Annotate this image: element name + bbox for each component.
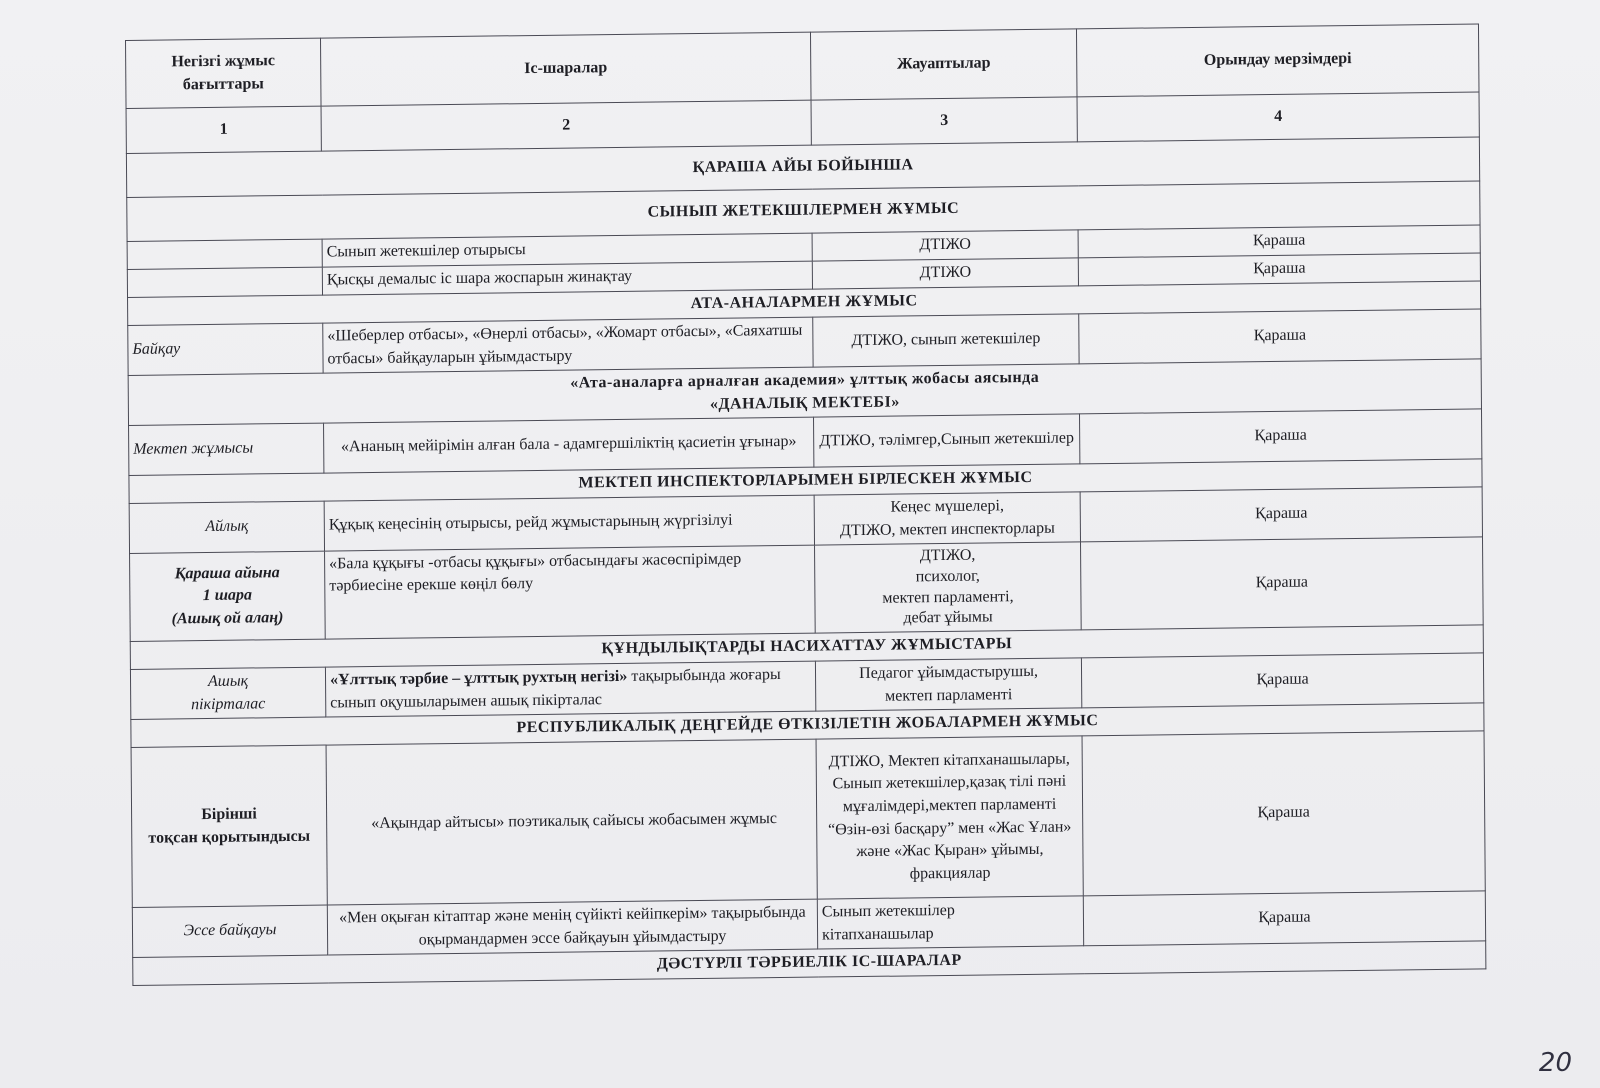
section-academy-line1: «Ата-аналарға арналған академия» ұлттық жобасы аясында bbox=[570, 368, 1040, 392]
page-number: 20 bbox=[1538, 1048, 1572, 1078]
section-academy-line2: «ДАНАЛЫҚ МЕКТЕБІ» bbox=[709, 393, 900, 413]
responsible-line: Сынып жетекшілер bbox=[821, 902, 955, 921]
section-parents: АТА-АНАЛАРМЕН ЖҰМЫС bbox=[128, 281, 1481, 326]
direction-cell: Мектеп жұмысы bbox=[129, 423, 324, 475]
deadline-cell: Қараша bbox=[1081, 537, 1484, 630]
section-class-teachers: СЫНЫП ЖЕТЕКШІЛЕРМЕН ЖҰМЫС bbox=[127, 181, 1480, 242]
column-number: 3 bbox=[811, 97, 1077, 145]
activity-cell: «Бала құқығы -отбасы құқығы» отбасындағы жасөспірімдер тәрбиесіне ерекше көңіл бөлу bbox=[325, 545, 816, 639]
responsible-line: психолог, bbox=[915, 567, 980, 586]
responsible-line: ДТІЖО, мектеп инспекторлары bbox=[839, 519, 1055, 539]
activity-bold-topic: «Ұлттық тәрбие – ұлттық рухтың негізі» bbox=[329, 668, 628, 689]
responsible-cell: ДТІЖО bbox=[812, 258, 1078, 289]
direction-cell bbox=[127, 239, 322, 269]
work-plan-table bbox=[125, 23, 1486, 986]
responsible-line: кітапханашылар bbox=[822, 924, 934, 944]
deadline-cell: Қараша bbox=[1080, 487, 1482, 542]
responsible-line: мектеп парламенті, bbox=[882, 587, 1014, 607]
responsible-cell bbox=[817, 896, 1083, 949]
deadline-cell: Қараша bbox=[1078, 225, 1480, 258]
deadline-cell: Қараша bbox=[1079, 309, 1481, 364]
responsible-cell bbox=[814, 492, 1080, 545]
deadline-cell: Қараша bbox=[1079, 409, 1481, 464]
direction-line: Бірінші bbox=[201, 805, 257, 824]
activity-cell: Сынып жетекшілер отырысы bbox=[322, 233, 812, 267]
direction-cell bbox=[130, 551, 326, 642]
direction-line: тоқсан қорытындысы bbox=[148, 827, 311, 847]
activity-cell: «Ананың мейірімін алған бала - адамгершіліктің қасиетін ұғынар» bbox=[324, 417, 814, 473]
section-republic-projects: РЕСПУБЛИКАЛЫҚ ДЕҢГЕЙДЕ ӨТКІЗІЛЕТІН ЖОБАЛАРМЕН ЖҰМЫС bbox=[131, 703, 1484, 748]
direction-cell bbox=[130, 667, 325, 719]
section-inspectors: МЕКТЕП ИНСПЕКТОРЛАРЫМЕН БІРЛЕСКЕН ЖҰМЫС bbox=[129, 459, 1482, 504]
table-row bbox=[131, 731, 1485, 908]
activity-cell: Қысқы демалыс іс шара жоспарын жинақтау bbox=[322, 261, 812, 295]
header-activities: Іс-шаралар bbox=[320, 32, 811, 106]
direction-cell: Айлық bbox=[129, 501, 324, 553]
responsible-line: дебат ұйымы bbox=[903, 608, 993, 627]
activity-cell bbox=[325, 661, 815, 717]
header-directions: Негізгі жұмыс бағыттары bbox=[126, 38, 322, 108]
deadline-cell: Қараша bbox=[1081, 653, 1483, 708]
direction-line: Ашық bbox=[207, 672, 249, 691]
direction-line: 1 шара bbox=[202, 586, 253, 605]
responsible-line: ДТІЖО, bbox=[919, 546, 976, 565]
header-deadlines: Орындау мерзімдері bbox=[1076, 24, 1479, 97]
section-traditional-events: ДӘСТҮРЛІ ТӘРБИЕЛІК ІС-ШАРАЛАР bbox=[133, 941, 1486, 986]
activity-cell: «Ақындар айтысы» поэтикалық сайысы жобасымен жұмыс bbox=[326, 739, 817, 905]
responsible-line: Кеңес мүшелері, bbox=[890, 497, 1004, 516]
direction-line: (Ашық ой алаң) bbox=[171, 608, 284, 628]
responsible-line: Педагог ұйымдастырушы, bbox=[859, 663, 1038, 683]
responsible-cell: ДТІЖО, сынып жетекшілер bbox=[813, 314, 1079, 367]
responsible-line: мектеп парламенті bbox=[885, 685, 1013, 705]
direction-cell bbox=[127, 267, 322, 297]
activity-cell: «Шеберлер отбасы», «Өнерлі отбасы», «Жомарт отбасы», «Саяхатшы отбасы» байқауларын ұйымдастыру bbox=[323, 317, 813, 373]
activity-rest: тақырыбында жоғары сынып оқушыларымен ашық пікірталас bbox=[330, 666, 781, 712]
direction-cell: Эссе байқауы bbox=[132, 905, 327, 957]
responsible-cell: ДТІЖО, тәлімгер,Сынып жетекшілер bbox=[814, 414, 1080, 467]
column-number: 2 bbox=[321, 100, 811, 151]
direction-line: пікірталас bbox=[191, 694, 266, 713]
direction-cell: Байқау bbox=[128, 323, 323, 375]
deadline-cell: Қараша bbox=[1083, 891, 1485, 946]
deadline-cell: Қараша bbox=[1078, 253, 1480, 286]
direction-line: Қараша айына bbox=[174, 564, 280, 583]
month-title: ҚАРАША АЙЫ БОЙЫНША bbox=[126, 137, 1479, 198]
responsible-cell bbox=[815, 542, 1082, 633]
header-responsible: Жауаптылар bbox=[810, 29, 1077, 100]
responsible-cell: ДТІЖО bbox=[812, 230, 1078, 261]
activity-cell: «Мен оқыған кітаптар және менің сүйікті кейіпкерім» тақырыбында оқырмандармен эссе байқауын ұйымдастыру bbox=[327, 899, 817, 955]
direction-cell bbox=[131, 745, 327, 907]
column-number: 4 bbox=[1077, 92, 1479, 142]
responsible-cell: ДТІЖО, Мектеп кітапханашылары, Сынып жетекшілер,қазақ тілі пәні мұғалімдері,мектеп парламенті “Өзін-өзі басқару” мен «Жас Ұлан» және «Жас Қыран» ұйымы, фракциялар bbox=[816, 736, 1083, 899]
activity-cell: Құқық кеңесінің отырысы, рейд жұмыстарының жүргізілуі bbox=[324, 495, 814, 551]
deadline-cell: Қараша bbox=[1082, 731, 1485, 896]
responsible-cell bbox=[815, 658, 1081, 711]
column-number: 1 bbox=[126, 106, 321, 153]
section-values: ҚҰНДЫЛЫҚТАРДЫ НАСИХАТТАУ ЖҰМЫСТАРЫ bbox=[130, 625, 1483, 670]
table-row bbox=[130, 537, 1484, 642]
